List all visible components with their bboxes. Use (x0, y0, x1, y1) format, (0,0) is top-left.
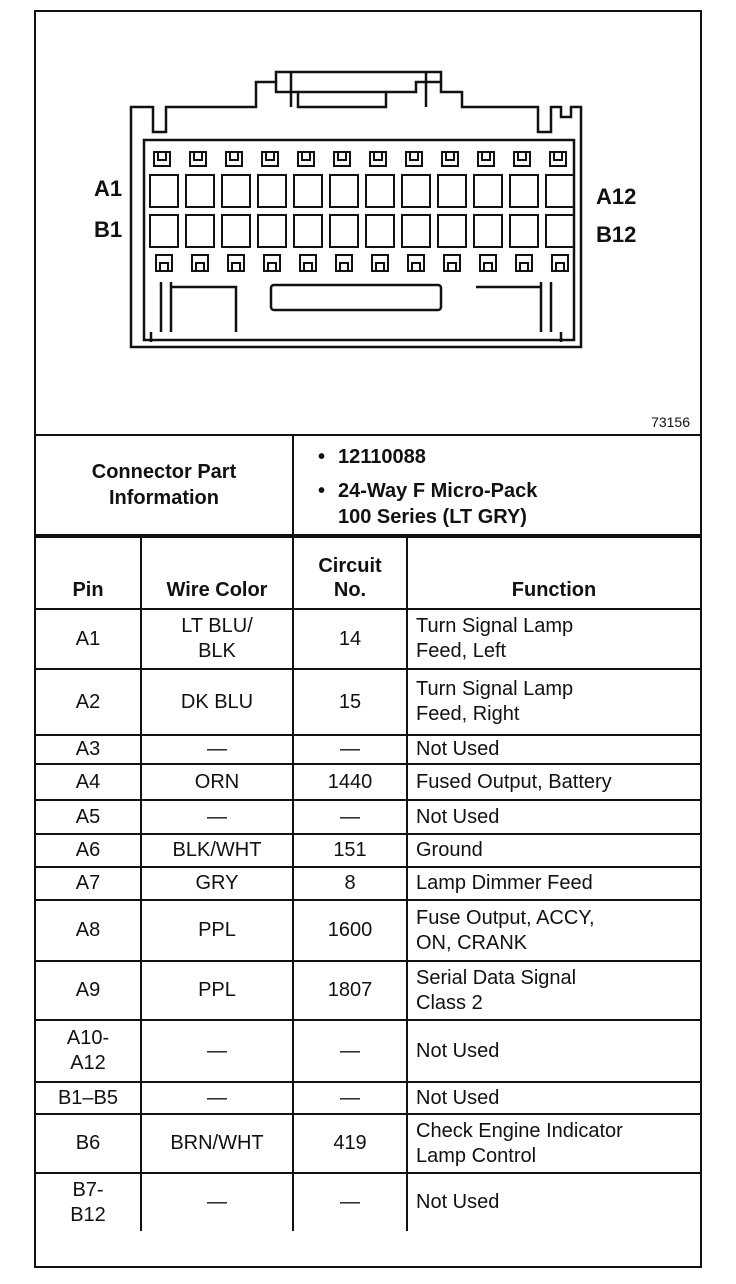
connector-sheet (34, 10, 702, 1268)
function-value-2: Feed, Right (416, 703, 520, 725)
circuit-number: 419 (293, 1114, 407, 1173)
table-row (36, 834, 700, 867)
pin-value-2: A12 (70, 1052, 106, 1074)
pin-cell (36, 1114, 141, 1173)
circuit-number: — (293, 1020, 407, 1082)
pin-value-2: B12 (70, 1203, 106, 1226)
pin-cell (36, 1020, 141, 1082)
function-value: Not Used (416, 805, 500, 828)
pin-value: A2 (75, 690, 101, 713)
wire-color-value: GRY (195, 872, 239, 894)
header-circuit-line1: Circuit (318, 555, 382, 577)
table-row (36, 1082, 700, 1114)
function-cell (407, 609, 700, 669)
pin-cell (36, 669, 141, 735)
description-line2: 100 Series (LT GRY) (338, 506, 527, 528)
connector-info-title-line2: Information (109, 487, 219, 509)
function-cell (407, 961, 700, 1020)
wire-color-cell (141, 800, 293, 834)
pin-value: A10- (66, 1027, 110, 1049)
table-row (36, 900, 700, 961)
pin-cell (36, 961, 141, 1020)
wire-color-cell (141, 764, 293, 800)
function-value: Fuse Output, ACCY, (416, 906, 595, 929)
connector-part-info (36, 436, 700, 536)
function-value: Not Used (416, 1039, 500, 1062)
wire-color-cell (141, 735, 293, 764)
wire-color-value: BLK/WHT (172, 839, 262, 861)
pin-value: B7- (72, 1178, 104, 1201)
connector-diagram (36, 12, 700, 436)
function-value-2: Feed, Left (416, 640, 507, 662)
header-circuit (293, 537, 407, 609)
wire-color-cell (141, 1020, 293, 1082)
header-wire-color: Wire Color (141, 537, 293, 609)
function-value: Turn Signal Lamp (416, 615, 574, 637)
table-row (36, 764, 700, 800)
wire-color-cell (141, 1082, 293, 1114)
function-cell (407, 1020, 700, 1082)
circuit-number: 1600 (293, 900, 407, 961)
label-a1: A1 (94, 176, 123, 201)
wire-color-cell (141, 900, 293, 961)
function-value: Ground (416, 839, 483, 861)
description-line1: • 24-Way F Micro-Pack (338, 480, 538, 502)
pin-cell (36, 764, 141, 800)
function-cell (407, 800, 700, 834)
pin-value: A1 (75, 627, 101, 650)
circuit-number: — (293, 1173, 407, 1231)
function-value: Check Engine Indicator (416, 1119, 623, 1142)
part-number: • 12110088 (338, 446, 426, 468)
wire-color-value: PPL (198, 919, 236, 941)
pin-value: A8 (75, 919, 101, 941)
pin-cell (36, 1173, 141, 1231)
pin-value: B1–B5 (57, 1086, 119, 1109)
table-row (36, 669, 700, 735)
function-value: Lamp Dimmer Feed (416, 872, 593, 894)
label-a12: A12 (596, 184, 637, 209)
function-cell (407, 1082, 700, 1114)
connector-info-details (316, 444, 696, 538)
table-row (36, 1114, 700, 1173)
function-cell (407, 900, 700, 961)
wire-color-cell (141, 1173, 293, 1231)
pin-value: A3 (75, 738, 101, 760)
table-row (36, 1020, 700, 1082)
pin-value: A5 (75, 805, 101, 828)
table-row (36, 609, 700, 669)
wire-color-cell (141, 609, 293, 669)
function-value-2: Class 2 (416, 991, 483, 1014)
table-row (36, 800, 700, 834)
wire-color-value: — (207, 805, 227, 828)
circuit-number: — (293, 735, 407, 764)
pin-value: A7 (75, 872, 101, 894)
wire-color-value: LT BLU/ (181, 615, 253, 637)
function-cell (407, 735, 700, 764)
label-b1: B1 (94, 217, 123, 242)
circuit-number: 151 (293, 834, 407, 867)
wire-color-value: — (207, 1191, 227, 1213)
wire-color-value: PPL (198, 979, 236, 1001)
pin-cell (36, 867, 141, 900)
function-value-2: ON, CRANK (416, 931, 528, 954)
function-value: Serial Data Signal (416, 966, 577, 989)
wire-color-value: DK BLU (180, 690, 254, 713)
pin-value: B6 (75, 1132, 101, 1154)
wire-color-cell (141, 1114, 293, 1173)
function-value: Not Used (416, 738, 500, 760)
circuit-number: — (293, 800, 407, 834)
wire-color-value: BRN/WHT (170, 1132, 264, 1154)
wire-color-value-2: BLK (198, 640, 236, 662)
table-row (36, 961, 700, 1020)
pin-cell (36, 800, 141, 834)
header-pin: Pin (36, 537, 141, 609)
pin-value: A9 (75, 979, 101, 1001)
figure-number: 73156 (651, 414, 690, 430)
table-row (36, 867, 700, 900)
header-circuit-line2: No. (333, 579, 367, 601)
wire-color-value: — (207, 1039, 227, 1062)
pin-table-header (36, 537, 700, 609)
connector-info-title-line1: Connector Part (91, 461, 237, 483)
pin-table (36, 536, 700, 1231)
function-value-2: Lamp Control (416, 1144, 537, 1167)
circuit-number: — (293, 1082, 407, 1114)
function-value: Not Used (416, 1191, 500, 1213)
function-value: Not Used (416, 1086, 500, 1109)
description-item (316, 478, 696, 530)
wire-color-cell (141, 834, 293, 867)
circuit-number: 8 (293, 867, 407, 900)
wire-color-cell (141, 961, 293, 1020)
pin-cell (36, 609, 141, 669)
table-row (36, 1173, 700, 1231)
label-b12: B12 (596, 222, 637, 247)
function-value: Turn Signal Lamp (416, 678, 574, 700)
pin-value: A4 (75, 770, 101, 793)
header-function: Function (407, 537, 700, 609)
pin-cell (36, 834, 141, 867)
wire-color-cell (141, 867, 293, 900)
function-cell (407, 669, 700, 735)
function-cell (407, 834, 700, 867)
table-row (36, 735, 700, 764)
circuit-number: 1440 (293, 764, 407, 800)
function-cell (407, 1173, 700, 1231)
function-value: Fused Output, Battery (416, 770, 612, 793)
pin-value: A6 (75, 839, 101, 861)
circuit-number: 15 (293, 669, 407, 735)
function-cell (407, 764, 700, 800)
wire-color-value: — (207, 1086, 227, 1109)
pin-cell (36, 900, 141, 961)
circuit-number: 1807 (293, 961, 407, 1020)
function-cell (407, 867, 700, 900)
wire-color-value: ORN (194, 770, 240, 793)
wire-color-cell (141, 669, 293, 735)
pin-cell (36, 735, 141, 764)
part-number-item (316, 444, 696, 470)
circuit-number: 14 (293, 609, 407, 669)
connector-info-heading (36, 436, 294, 534)
pin-cell (36, 1082, 141, 1114)
function-cell (407, 1114, 700, 1173)
wire-color-value: — (207, 738, 227, 760)
